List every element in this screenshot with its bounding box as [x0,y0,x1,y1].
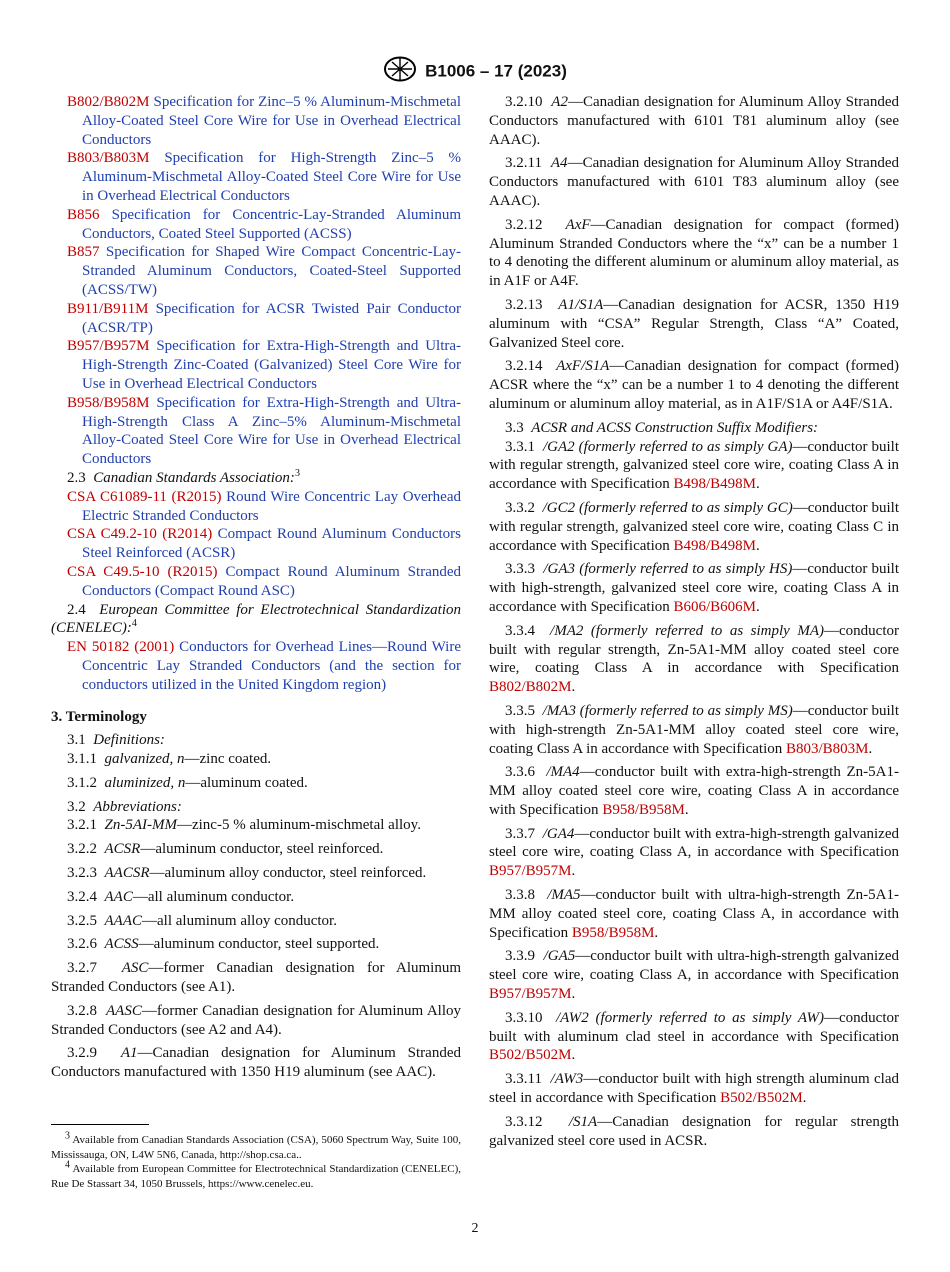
modifier-para: 3.3.9 /GA5—conductor built with ultra-high-strength galvanized steel core wire, coating Class A, in accordance with Specification B957/B957M. [489,948,899,1003]
term-para: 3.2.7 ASC—former Canadian designation for Aluminum Stranded Conductors (see A1). [51,960,462,996]
ref-item[interactable]: B802/B802M Specification for Zinc–5 % Aluminum-Mischmetal Alloy-Coated Steel Core Wire for Use in Overhead Electrical Conductors [67,94,461,148]
term-para: 3.1.2 aluminized, n—aluminum coated. [67,774,308,791]
term-para: 3.2.6 ACSS—aluminum conductor, steel supported. [67,936,380,953]
ref-item[interactable]: B857 Specification for Shaped Wire Compact Concentric-Lay-Stranded Aluminum Conductors, Coated-Steel Supported (ACSS/TW) [67,244,461,298]
term-para: 3.2.12 AxF—Canadian designation for compact (formed) Aluminum Stranded Conductors where the “x” can be a number 1 to 4 denoting the different aluminum or aluminum alloy material, as in A1F or A4F. [489,216,900,290]
doc-title: B1006 – 17 (2023) [425,61,567,81]
section-3-3: 3.3 ACSR and ACSS Construction Suffix Modifiers: [505,419,819,436]
term-para: 3.2.1 Zn-5AI-MM—zinc-5 % aluminum-mischmetal alloy. [67,817,421,834]
section-heading: 3. Terminology [51,708,147,725]
modifier-para: 3.3.11 /AW3—conductor built with high strength aluminum clad steel in accordance with Specification B502/B502M. [489,1071,899,1107]
spec-link[interactable]: B958/B958M [602,801,685,818]
ref-item[interactable]: B911/B911M Specification for ACSR Twisted Pair Conductor (ACSR/TP) [67,300,461,336]
term-para: 3.2.3 AACSR—aluminum alloy conductor, steel reinforced. [67,865,427,882]
spec-link[interactable]: B957/B957M [489,986,572,1003]
page-header [0,56,950,87]
term-para: 3.2 Abbreviations: [67,798,182,815]
term-para: 3.2.10 A2—Canadian designation for Aluminum Alloy Stranded Conductors manufactured with 6101 T81 aluminum alloy (see AAAC). [489,94,899,148]
spec-link[interactable]: B958/B958M [571,924,655,941]
term-para: 3.2.14 AxF/S1A—Canadian designation for compact (formed) ACSR where the “x” can be a number 1 to 4 denoting the different aluminum or aluminum alloy material, as in A1F/S1A or A4F/S1A. [489,358,900,412]
modifier-para: 3.3.2 /GC2 (formerly referred to as simply GC)—conductor built with regular strength, galvanized steel core wire, coating Class C in accordance with Specification B498/B498M. [489,499,899,554]
ref-item[interactable]: B957/B957M Specification for Extra-High-Strength and Ultra-High-Strength Zinc-Coated (Galvanized) Steel Core Wire for Use in Overhead Electrical Conductors [67,338,462,392]
ref-item[interactable]: CSA C49.2-10 (R2014) Compact Round Aluminum Conductors Steel Reinforced (ACSR) [67,526,462,562]
spec-link[interactable]: B803/B803M [786,740,869,757]
ref-item[interactable]: CSA C49.5-10 (R2015) Compact Round Aluminum Stranded Conductors (Compact Round ASC) [67,563,462,599]
modifier-para: 3.3.10 /AW2 (formerly referred to as simply AW)—conductor built with aluminum clad steel in accordance with Specification B502/B502M. [489,1009,899,1064]
left-column [51,93,461,1082]
spec-link[interactable]: B502/B502M [489,1047,572,1064]
term-para: 3.2.2 ACSR—aluminum conductor, steel reinforced. [67,841,384,858]
term-para: 3.2.4 AAC—all aluminum conductor. [67,888,295,905]
modifier-para: 3.3.3 /GA3 (formerly referred to as simply HS)—conductor built with high-strength, galvanized steel core wire, coating Class A in accordance with Specification B606/B606M. [489,561,900,615]
ref-list-c [51,638,461,694]
spec-link[interactable]: B802/B802M [489,679,572,696]
modifier-para: 3.3.12 /S1A—Canadian designation for regular strength galvanized steel core used in ACSR. [489,1113,900,1149]
modifier-para: 3.3.7 /GA4—conductor built with extra-high-strength galvanized steel core wire, coating Class A, in accordance with Specification B957/B957M. [489,825,899,880]
footnote-divider [51,1124,149,1125]
ref-item[interactable]: B803/B803M Specification for High-Strength Zinc–5 % Aluminum-Mischmetal Alloy-Coated Steel Core Wire for Use in Overhead Electrical Conductors [67,150,462,204]
page-number: 2 [471,1221,479,1236]
footnote: $^3$ Available from Canadian Standards Association (CSA), 5060 Spectrum Way, Suite 100, Mississauga, ON, L4W 5N6, Canada, http://shop.csa.ca.. [51,1130,461,1161]
ref-item[interactable]: CSA C61089-11 (R2015) Round Wire Concentric Lay Overhead Electric Stranded Conductors [67,488,461,524]
spec-link[interactable]: B957/B957M [489,863,572,880]
right-column [489,93,899,1150]
spec-link[interactable]: B498/B498M [673,537,757,554]
ref-list-a [51,93,461,469]
spec-link[interactable]: B606/B606M [673,598,757,615]
term-para: 3.2.5 AAAC—all aluminum alloy conductor. [67,912,337,929]
astm-logo-icon [383,56,417,87]
modifier-para: 3.3.8 /MA5—conductor built with ultra-high-strength Zn-5A1-MM alloy coated steel core, coating Class A, in accordance with Specification B958/B958M. [489,887,899,941]
term-para: 3.1 Definitions: [67,732,165,749]
ref-list-b [51,488,461,601]
term-para: 3.2.8 AASC—former Canadian designation for Aluminum Alloy Stranded Conductors (see A2 and A4). [51,1002,461,1038]
footnote: $^4$ Available from European Committee for Electrotechnical Standardization (CENELEC), Rue De Stassart 34, 1050 Brussels, https://www.cenelec.eu. [51,1159,461,1190]
spec-link[interactable]: B502/B502M [720,1090,803,1107]
modifier-para: 3.3.5 /MA3 (formerly referred to as simply MS)—conductor built with high-strength Zn-5A1-MM alloy coated steel core wire, coating Class A in accordance with Specification B803/B803M. [489,702,899,757]
spec-link[interactable]: B498/B498M [673,476,757,493]
term-para: 3.2.13 A1/S1A—Canadian designation for ACSR, 1350 H19 aluminum with “CSA” Regular Strength, Class “A” Coated, Galvanized Steel core. [489,296,900,351]
section-2-4: 2.4 European Committee for Electrotechnical Standardization (CENELEC):$^4$ [51,601,462,637]
section-2-3: 2.3 Canadian Standards Association:$^3$ [67,467,300,486]
modifier-para: 3.3.4 /MA2 (formerly referred to as simply MA)—conductor built with regular strength, Zn-5A1-MM alloy coated steel core wire, coating Class A in accordance with Specification B802/B802M. [489,622,899,696]
ref-item[interactable]: EN 50182 (2001) Conductors for Overhead Lines—Round Wire Concentric Lay Stranded Conductors (and the section for conductors utilized in the United Kingdom region) [67,639,461,693]
modifier-para: 3.3.1 /GA2 (formerly referred to as simply GA)—conductor built with regular strength, galvanized steel core wire, coating Class A in accordance with Specification B498/B498M. [489,438,899,493]
ref-item[interactable]: B958/B958M Specification for Extra-High-Strength and Ultra-High-Strength Class A Zinc–5% Aluminum-Mischmetal Alloy-Coated Steel Core Wire for Use in Overhead Electrical Conductors [67,394,462,468]
ref-item[interactable]: B856 Specification for Concentric-Lay-Stranded Aluminum Conductors, Coated Steel Supported (ACSS) [67,206,461,242]
term-para: 3.2.9 A1—Canadian designation for Aluminum Stranded Conductors manufactured with 1350 H19 aluminum (see AAC). [51,1045,461,1081]
modifier-para: 3.3.6 /MA4—conductor built with extra-high-strength Zn-5A1-MM alloy coated steel core wire, coating Class A in accordance with Specification B958/B958M. [489,764,899,818]
term-para: 3.1.1 galvanized, n—zinc coated. [67,751,272,768]
term-para: 3.2.11 A4—Canadian designation for Aluminum Alloy Stranded Conductors manufactured with 6101 T83 aluminum alloy (see AAAC). [489,155,899,209]
